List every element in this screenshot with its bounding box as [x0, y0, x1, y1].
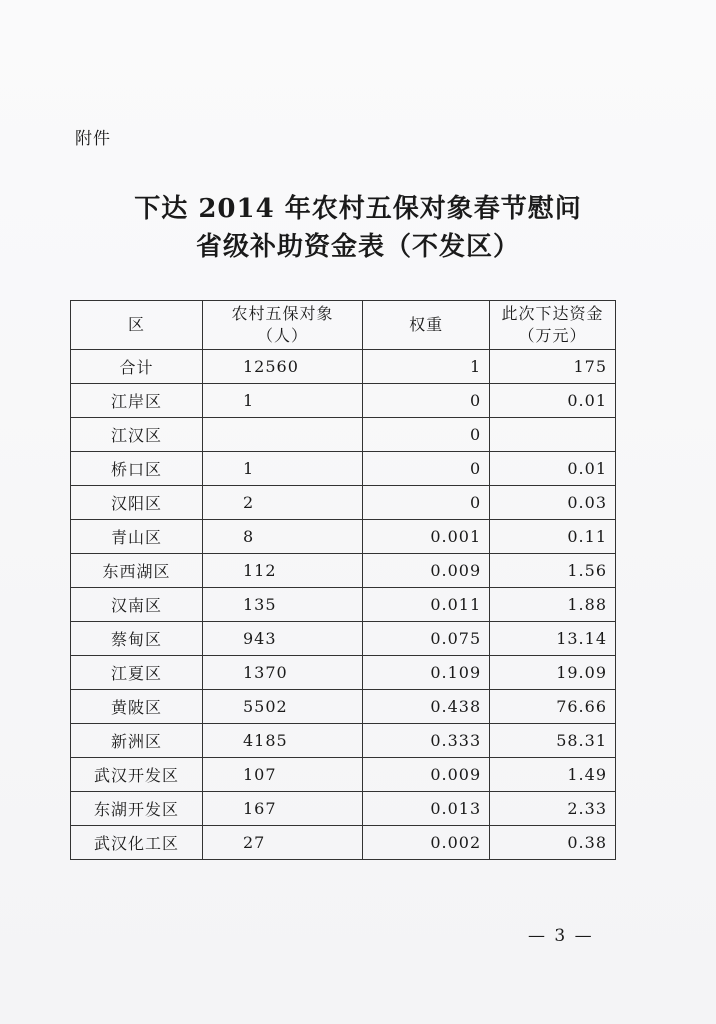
cell-weight: 0.109 [363, 656, 490, 690]
cell-count: 2 [202, 486, 362, 520]
cell-weight: 0.075 [363, 622, 490, 656]
document-title-line1: 下达 2014 年农村五保对象春节慰问 [134, 194, 582, 224]
cell-fund: 0.38 [490, 826, 616, 860]
cell-count: 107 [202, 758, 362, 792]
table-row [71, 758, 616, 792]
cell-weight: 0.013 [363, 792, 490, 826]
header-fund-line2: （万元） [518, 326, 587, 345]
cell-fund: 58.31 [490, 724, 616, 758]
cell-fund [490, 418, 616, 452]
table-row [71, 554, 616, 588]
header-count-line2: （人） [257, 326, 309, 345]
header-count-line1: 农村五保对象 [231, 304, 334, 323]
cell-weight: 0.009 [363, 554, 490, 588]
cell-count: 1 [202, 384, 362, 418]
cell-region: 江汉区 [71, 418, 203, 452]
cell-region: 合计 [71, 350, 203, 384]
cell-region: 蔡甸区 [71, 622, 203, 656]
table-row [71, 724, 616, 758]
cell-count: 8 [202, 520, 362, 554]
cell-weight: 0 [363, 486, 490, 520]
table-row [71, 418, 616, 452]
table-row [71, 384, 616, 418]
table-row [71, 350, 616, 384]
cell-region: 青山区 [71, 520, 203, 554]
cell-region: 江岸区 [71, 384, 203, 418]
cell-count: 27 [202, 826, 362, 860]
cell-weight: 0.438 [363, 690, 490, 724]
cell-weight: 0.001 [363, 520, 490, 554]
cell-region: 黄陂区 [71, 690, 203, 724]
cell-weight: 0 [363, 452, 490, 486]
cell-fund: 19.09 [490, 656, 616, 690]
cell-region: 东湖开发区 [71, 792, 203, 826]
header-region: 区 [71, 301, 203, 350]
header-fund-line1: 此次下达资金 [501, 304, 604, 323]
cell-count [202, 418, 362, 452]
document-title-line2: 省级补助资金表（不发区） [195, 232, 520, 262]
table-row [71, 486, 616, 520]
cell-fund: 1.56 [490, 554, 616, 588]
header-row [71, 301, 616, 350]
cell-count: 4185 [202, 724, 362, 758]
attachment-label: 附件 [75, 129, 111, 149]
table-row [71, 792, 616, 826]
cell-count: 943 [202, 622, 362, 656]
cell-region: 武汉化工区 [71, 826, 203, 860]
cell-count: 1 [202, 452, 362, 486]
cell-fund: 1.49 [490, 758, 616, 792]
cell-count: 1370 [202, 656, 362, 690]
table-row [71, 826, 616, 860]
funding-table [70, 300, 616, 860]
cell-fund: 2.33 [490, 792, 616, 826]
cell-region: 武汉开发区 [71, 758, 203, 792]
cell-region: 桥口区 [71, 452, 203, 486]
cell-fund: 0.11 [490, 520, 616, 554]
cell-count: 167 [202, 792, 362, 826]
cell-weight: 0 [363, 384, 490, 418]
table-row [71, 588, 616, 622]
cell-count: 112 [202, 554, 362, 588]
cell-region: 新洲区 [71, 724, 203, 758]
header-fund [490, 301, 616, 350]
cell-weight: 1 [363, 350, 490, 384]
header-weight: 权重 [363, 301, 490, 350]
cell-fund: 175 [490, 350, 616, 384]
cell-weight: 0.002 [363, 826, 490, 860]
cell-region: 东西湖区 [71, 554, 203, 588]
cell-count: 5502 [202, 690, 362, 724]
cell-fund: 0.01 [490, 452, 616, 486]
cell-region: 汉南区 [71, 588, 203, 622]
table-row [71, 452, 616, 486]
table-row [71, 656, 616, 690]
table-body [71, 350, 616, 860]
cell-weight: 0 [363, 418, 490, 452]
cell-weight: 0.011 [363, 588, 490, 622]
cell-fund: 1.88 [490, 588, 616, 622]
cell-region: 汉阳区 [71, 486, 203, 520]
cell-fund: 13.14 [490, 622, 616, 656]
header-count [202, 301, 362, 350]
cell-fund: 76.66 [490, 690, 616, 724]
table-header [71, 301, 616, 350]
page-number: — 3 — [528, 926, 594, 946]
cell-count: 135 [202, 588, 362, 622]
table-row [71, 690, 616, 724]
cell-weight: 0.333 [363, 724, 490, 758]
cell-weight: 0.009 [363, 758, 490, 792]
cell-fund: 0.01 [490, 384, 616, 418]
cell-region: 江夏区 [71, 656, 203, 690]
table-row [71, 520, 616, 554]
table-row [71, 622, 616, 656]
cell-fund: 0.03 [490, 486, 616, 520]
cell-count: 12560 [202, 350, 362, 384]
